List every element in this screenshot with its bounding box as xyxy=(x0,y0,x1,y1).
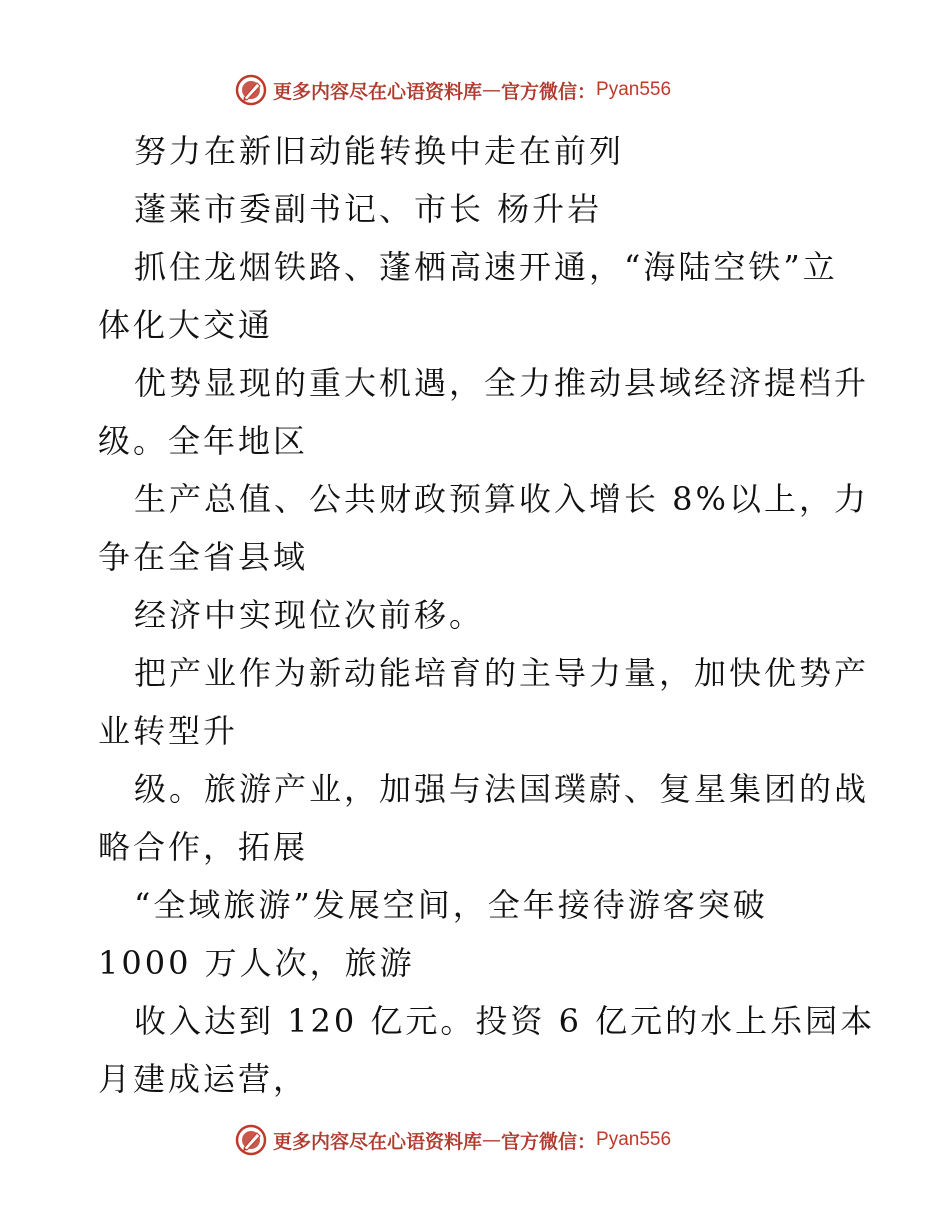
header-watermark xyxy=(235,72,715,108)
text-line: 收入达到 120 亿元。投资 6 亿元的水上乐园本 xyxy=(134,1002,876,1040)
text-line: 蓬莱市委副书记、市长 杨升岩 xyxy=(134,190,603,228)
watermark-main-text: 更多内容尽在心语资料库 xyxy=(273,80,483,103)
pen-logo-icon xyxy=(235,1124,267,1156)
text-line: 体化大交通 xyxy=(98,306,274,344)
text-line: 优势显现的重大机遇，全力推动县域经济提档升 xyxy=(134,364,870,402)
watermark-official-label: 官方微信： xyxy=(501,1130,597,1153)
watermark-wechat-id: Pyan556 xyxy=(596,79,672,100)
text-line: 1000 万人次，旅游 xyxy=(98,944,415,982)
text-line: 级。全年地区 xyxy=(98,422,309,460)
text-line: 争在全省县域 xyxy=(98,538,309,576)
text-line: 月建成运营， xyxy=(98,1060,309,1098)
text-line: 级。旅游产业，加强与法国璞蔚、复星集团的战 xyxy=(134,770,870,808)
text-line: 把产业作为新动能培育的主导力量，加快优势产 xyxy=(134,654,870,692)
watermark-separator: — xyxy=(482,1129,502,1151)
footer-watermark xyxy=(235,1122,715,1158)
watermark-wechat-id: Pyan556 xyxy=(596,1129,672,1150)
text-line: “全域旅游”发展空间，全年接待游客突破 xyxy=(134,886,768,924)
text-line: 略合作，拓展 xyxy=(98,828,309,866)
watermark-main-text: 更多内容尽在心语资料库 xyxy=(273,1130,483,1153)
text-line: 业转型升 xyxy=(98,712,239,750)
watermark-official-label: 官方微信： xyxy=(501,80,597,103)
text-line: 经济中实现位次前移。 xyxy=(134,596,485,634)
text-line: 努力在新旧动能转换中走在前列 xyxy=(134,132,625,170)
watermark-separator: — xyxy=(482,79,502,101)
article-body xyxy=(98,122,876,1108)
pen-logo-icon xyxy=(235,74,267,106)
text-line: 生产总值、公共财政预算收入增长 8%以上，力 xyxy=(134,480,869,518)
text-line: 抓住龙烟铁路、蓬栖高速开通，“海陆空铁”立 xyxy=(134,248,838,286)
